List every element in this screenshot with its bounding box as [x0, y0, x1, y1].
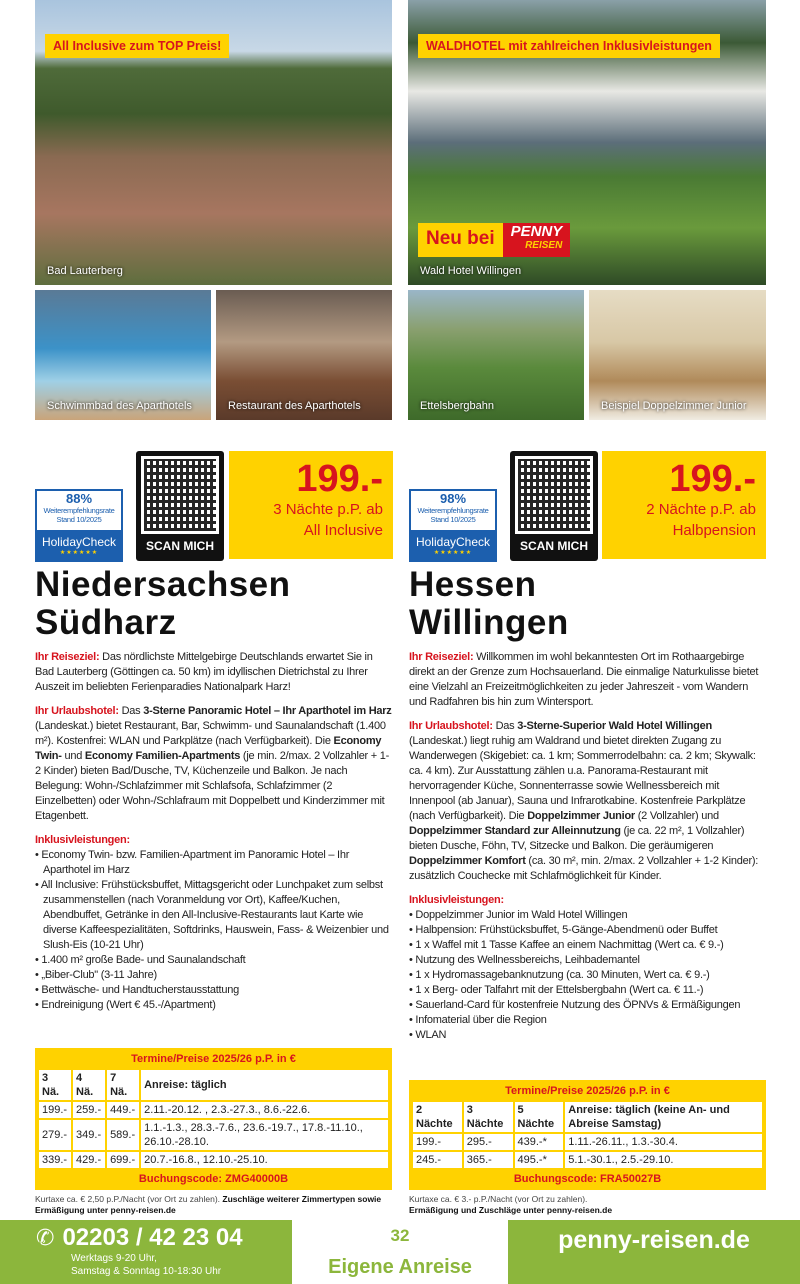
price-box [229, 451, 393, 559]
footnote [409, 1194, 769, 1216]
text-segment: (je ca. 22 m², 1 Vollzahler) bieten Dusche, Föhn, TV, Sitzecke und Balkon. Die geräumigeren [409, 825, 745, 852]
text-segment: Doppelzimmer Junior [527, 810, 635, 822]
table-row [413, 1152, 762, 1168]
photo-caption: Restaurant des Aparthotels [228, 400, 361, 412]
right-content-column [409, 650, 766, 1216]
destination-name: Südharz [35, 603, 177, 642]
star-rating-icon: ★★★★★★ [433, 550, 473, 556]
inclusion-item: • Halbpension: Frühstücksbuffet, 5-Gänge-Abendmenü oder Buffet [409, 923, 766, 938]
new-at-penny-badge [418, 223, 570, 257]
table-row [39, 1120, 388, 1150]
inclusion-item: • Infomaterial über die Region [409, 1013, 766, 1028]
penny-reisen-logo [503, 223, 571, 257]
category-label: Eigene Anreise [328, 1256, 472, 1278]
inclusion-item: • „Biber-Club" (3-11 Jahre) [35, 968, 392, 983]
new-label: Neu bei [418, 223, 503, 257]
table-row [39, 1152, 388, 1168]
text-segment: Das [492, 720, 518, 732]
note-bold: Zuschläge weiterer Zimmertypen sowie Ermäßigung unter penny-reisen.de [35, 1194, 382, 1215]
inclusion-item: • Doppelzimmer Junior im Wald Hotel Willingen [409, 908, 766, 923]
description [409, 650, 766, 1043]
table-cell: 1.1.-1.3., 28.3.-7.6., 23.6.-19.7., 17.8.-11.10., 26.10.-28.10. [141, 1120, 388, 1150]
booking-code: Buchungscode: FRA50027B [513, 1173, 662, 1185]
paragraph [409, 650, 766, 710]
hero-caption: Bad Lauterberg [47, 265, 123, 277]
text-segment: (Landeskat.) bietet Restaurant, Bar, Schwimm- und Saunalandschaft (1.400 m²). Kostenfrei: WLAN und Parkplätze (nach Verfügbarkeit). Die [35, 720, 386, 747]
column-header: Anreise: täglich (keine An- und Abreise Samstag) [565, 1102, 762, 1132]
region-title [409, 566, 569, 642]
price-nights: 3 Nächte p.P. ab [273, 501, 383, 518]
inclusion-item: • Nutzung des Wellnessbereichs, Leihbademantel [409, 953, 766, 968]
photo-cable-car [408, 290, 584, 420]
text-segment: (ca. 30 m², min. 2/max. 2 Vollzahler + 1-2 Kinder): zusätzlich Couchecke mit Schlafmöglichkeit für Kinder. [409, 855, 759, 882]
logo-sub: REISEN [525, 240, 563, 251]
rate-label: Weiterempfehlungsrate [417, 506, 489, 515]
hours-weekend: Samstag & Sonntag 10-18:30 Uhr [71, 1266, 222, 1277]
qr-code[interactable] [136, 451, 224, 561]
price-box [602, 451, 766, 559]
hero-photo-wald-hotel [408, 0, 766, 285]
inclusion-item: • 1.400 m² große Bade- und Saunalandschaft [35, 953, 392, 968]
price: 199.- [669, 458, 756, 500]
table-cell: 295.- [464, 1134, 513, 1150]
inclusion-item: • Economy Twin- bzw. Familien-Apartment im Panoramic Hotel – Ihr Aparthotel im Harz [35, 848, 392, 878]
text-segment: 3-Sterne Panoramic Hotel – Ihr Aparthotel im Harz [143, 705, 392, 717]
inclusions-title: Inklusivleistungen: [35, 834, 130, 846]
text-segment: Das nördlichste Mittelgebirge Deutschlands erwartet Sie in Bad Lauterberg (Göttingen ca. 50 km) im idyllischen Dietrichstal zu Ihrer Auszeit im beliebten Ferienparadies Nationalpark Harz! [35, 651, 373, 693]
phone-icon: ✆ [36, 1225, 55, 1250]
table-cell: 199.- [413, 1134, 462, 1150]
left-content-column [35, 650, 392, 1216]
table-title: Termine/Preise 2025/26 p.P. in € [131, 1053, 296, 1065]
rate-date: Stand 10/2025 [430, 515, 476, 524]
price-table [35, 1048, 392, 1190]
inclusion-item: • Sauerland-Card für kostenfreie Nutzung des ÖPNVs & Ermäßigungen [409, 998, 766, 1013]
table-title: Termine/Preise 2025/26 p.P. in € [505, 1085, 670, 1097]
text-segment: (Landeskat.) liegt ruhig am Waldrand und bietet direkten Zugang zu Wanderwegen (Skigebiet: ca. 1 km; Sommerrodelbahn: ca. 2 km; Skywalk: ca. 4 km). Zur Ausstattung zählen u.a. Panorama-Restaurant mit hervorragender Küche, Sonnenterrasse sowie Wellnessbereich mit Innenpool (ab Januar), Sauna und Infrarotkabine. Kostenfreie Parkplätze (nach Verfügbarkeit). Die [409, 735, 756, 822]
column-header: 7 Nä. [107, 1070, 139, 1100]
price-nights: 2 Nächte p.P. ab [646, 501, 756, 518]
inclusion-item: • 1 x Hydromassagebanknutzung (ca. 30 Minuten, Wert ca. € 9.-) [409, 968, 766, 983]
website-bar [508, 1220, 800, 1284]
table-header [39, 1070, 388, 1100]
photo-pool [35, 290, 211, 420]
inclusions-list [409, 908, 766, 1043]
note-text: Kurtaxe ca. € 3.- p.P./Nacht (vor Ort zu zahlen). [409, 1194, 588, 1204]
price-board: Halbpension [672, 522, 756, 539]
text-segment: Doppelzimmer Komfort [409, 855, 526, 867]
table-cell: 5.1.-30.1., 2.5.-29.10. [565, 1152, 762, 1168]
rate-date: Stand 10/2025 [56, 515, 102, 524]
website-link[interactable]: penny-reisen.de [558, 1226, 750, 1254]
text-segment: Das [118, 705, 144, 717]
price: 199.- [296, 458, 383, 500]
inclusion-item: • Endreinigung (Wert € 45.-/Apartment) [35, 998, 392, 1013]
text-segment: (2 Vollzahler) und [634, 810, 719, 822]
section-label: Ihr Urlaubshotel: [409, 720, 493, 732]
hero-caption: Wald Hotel Willingen [420, 265, 522, 277]
table-cell: 699.- [107, 1152, 139, 1168]
holidaycheck-logo: HolidayCheck [415, 535, 491, 549]
inclusions-list [35, 848, 392, 1013]
page-number: 32 [390, 1226, 410, 1245]
hero-badge: All Inclusive zum TOP Preis! [45, 34, 229, 58]
phone-bar [0, 1220, 292, 1284]
scan-label: SCAN MICH [146, 539, 214, 553]
inclusion-item: • WLAN [409, 1028, 766, 1043]
rate-label: Weiterempfehlungsrate [43, 506, 115, 515]
inclusion-item: • 1 x Berg- oder Talfahrt mit der Ettelsbergbahn (Wert ca. € 11.-) [409, 983, 766, 998]
inclusion-item: • All Inclusive: Frühstücksbuffet, Mittagsgericht oder Lunchpaket zum selbst zusammenstellen (nach Voranmeldung vor Ort), Kaffee/Kuchen, Abendbuffet, Getränke in den All-Inclusive-Restaurants laut Karte wie diverse Kaffeespezialitäten, Softdrinks, Hauswein, Fass- & Weizenbier und Slush-Eis (10-21 Uhr) [35, 878, 392, 953]
table-row [39, 1102, 388, 1118]
table-cell: 199.- [39, 1102, 71, 1118]
inclusion-item: • Bettwäsche- und Handtucherstausstattung [35, 983, 392, 998]
page-info [292, 1220, 508, 1284]
destination-name: Willingen [409, 603, 569, 642]
region-name: Niedersachsen [35, 565, 291, 604]
photo-restaurant [216, 290, 392, 420]
column-header: 4 Nä. [73, 1070, 105, 1100]
table-cell: 1.11.-26.11., 1.3.-30.4. [565, 1134, 762, 1150]
photo-double-room [589, 290, 766, 420]
footnote [35, 1194, 395, 1216]
column-header: 3 Nächte [464, 1102, 513, 1132]
table-cell: 439.-* [515, 1134, 564, 1150]
column-header: Anreise: täglich [141, 1070, 388, 1100]
paragraph [35, 650, 392, 695]
table-cell: 589.- [107, 1120, 139, 1150]
photo-caption: Schwimmbad des Aparthotels [47, 400, 192, 412]
text-segment: und [61, 750, 85, 762]
inclusions-title: Inklusivleistungen: [409, 894, 504, 906]
table-cell: 339.- [39, 1152, 71, 1168]
text-segment: Economy Twin- [35, 735, 382, 762]
table-cell: 365.- [464, 1152, 513, 1168]
paragraph [409, 719, 766, 884]
text-segment: Willkommen im wohl bekanntesten Ort im Rothaargebirge direkt an der Grenze zum Hochsauerland. Die einmalige Naturkulisse bietet eine Vielzahl an Freizeitmöglichkeiten zu jeder Jahreszeit - vom Wandern und Radfahren bis hin zum Wintersport. [409, 651, 759, 708]
table-cell: 2.11.-20.12. , 2.3.-27.3., 8.6.-22.6. [141, 1102, 388, 1118]
table-cell: 449.- [107, 1102, 139, 1118]
hero-photo-bad-lauterberg [35, 0, 392, 285]
holidaycheck-badge [409, 489, 497, 562]
booking-code: Buchungscode: ZMG40000B [138, 1173, 289, 1185]
recommend-rate: 88% [65, 491, 93, 506]
logo-text: PENNY [510, 223, 563, 240]
inclusion-item: • 1 x Waffel mit 1 Tasse Kaffee an einem Nachmittag (Wert ca. € 9.-) [409, 938, 766, 953]
table-cell: 429.- [73, 1152, 105, 1168]
qr-code[interactable] [510, 451, 598, 561]
holidaycheck-logo: HolidayCheck [41, 535, 117, 549]
column-header: 2 Nächte [413, 1102, 462, 1132]
scan-label: SCAN MICH [520, 539, 588, 553]
column-header: 3 Nä. [39, 1070, 71, 1100]
text-segment: Economy Familien-Apartments [84, 750, 241, 762]
recommend-rate: 98% [439, 491, 467, 506]
section-label: Ihr Reiseziel: [35, 651, 100, 663]
price-board: All Inclusive [303, 522, 383, 539]
note-text: Kurtaxe ca. € 2,50 p.P./Nacht (vor Ort zu zahlen). [35, 1194, 221, 1204]
hero-badge: WALDHOTEL mit zahlreichen Inklusivleistungen [418, 34, 720, 58]
table-cell: 20.7.-16.8., 12.10.-25.10. [141, 1152, 388, 1168]
table-cell: 279.- [39, 1120, 71, 1150]
table-cell: 259.- [73, 1102, 105, 1118]
paragraph [35, 704, 392, 824]
table-cell: 349.- [73, 1120, 105, 1150]
description [35, 650, 392, 1013]
note-bold: Ermäßigung und Zuschläge unter penny-reisen.de [409, 1205, 613, 1215]
section-label: Ihr Urlaubshotel: [35, 705, 119, 717]
table-row [413, 1134, 762, 1150]
table-cell: 245.- [413, 1152, 462, 1168]
region-name: Hessen [409, 565, 537, 604]
photo-caption: Beispiel Doppelzimmer Junior [601, 400, 747, 412]
star-rating-icon: ★★★★★★ [59, 550, 99, 556]
table-header [413, 1102, 762, 1132]
section-label: Ihr Reiseziel: [409, 651, 474, 663]
text-segment: Doppelzimmer Standard zur Alleinnutzung [409, 825, 621, 837]
column-header: 5 Nächte [515, 1102, 564, 1132]
holidaycheck-badge [35, 489, 123, 562]
hours-weekdays: Werktags 9-20 Uhr, [71, 1253, 157, 1264]
table-cell: 495.-* [515, 1152, 564, 1168]
text-segment: 3-Sterne-Superior Wald Hotel Willingen [517, 720, 712, 732]
region-title [35, 566, 291, 642]
price-table [409, 1080, 766, 1190]
photo-caption: Ettelsbergbahn [420, 400, 494, 412]
text-segment: (je min. 2/max. 2 Vollzahler + 1-2 Kinder) bieten Bad/Dusche, TV, Küchenzeile und Balkon. Je nach Belegung: Wohn-/Schlafzimmer mit Schlafsofa, Schlafzimmer (2 Einzelbetten) oder Wohn-/Schlafraum mit Doppelbett und Kinderzimmer mit Etagenbett. [35, 750, 390, 822]
phone-number[interactable]: 02203 / 42 23 04 [62, 1224, 243, 1251]
